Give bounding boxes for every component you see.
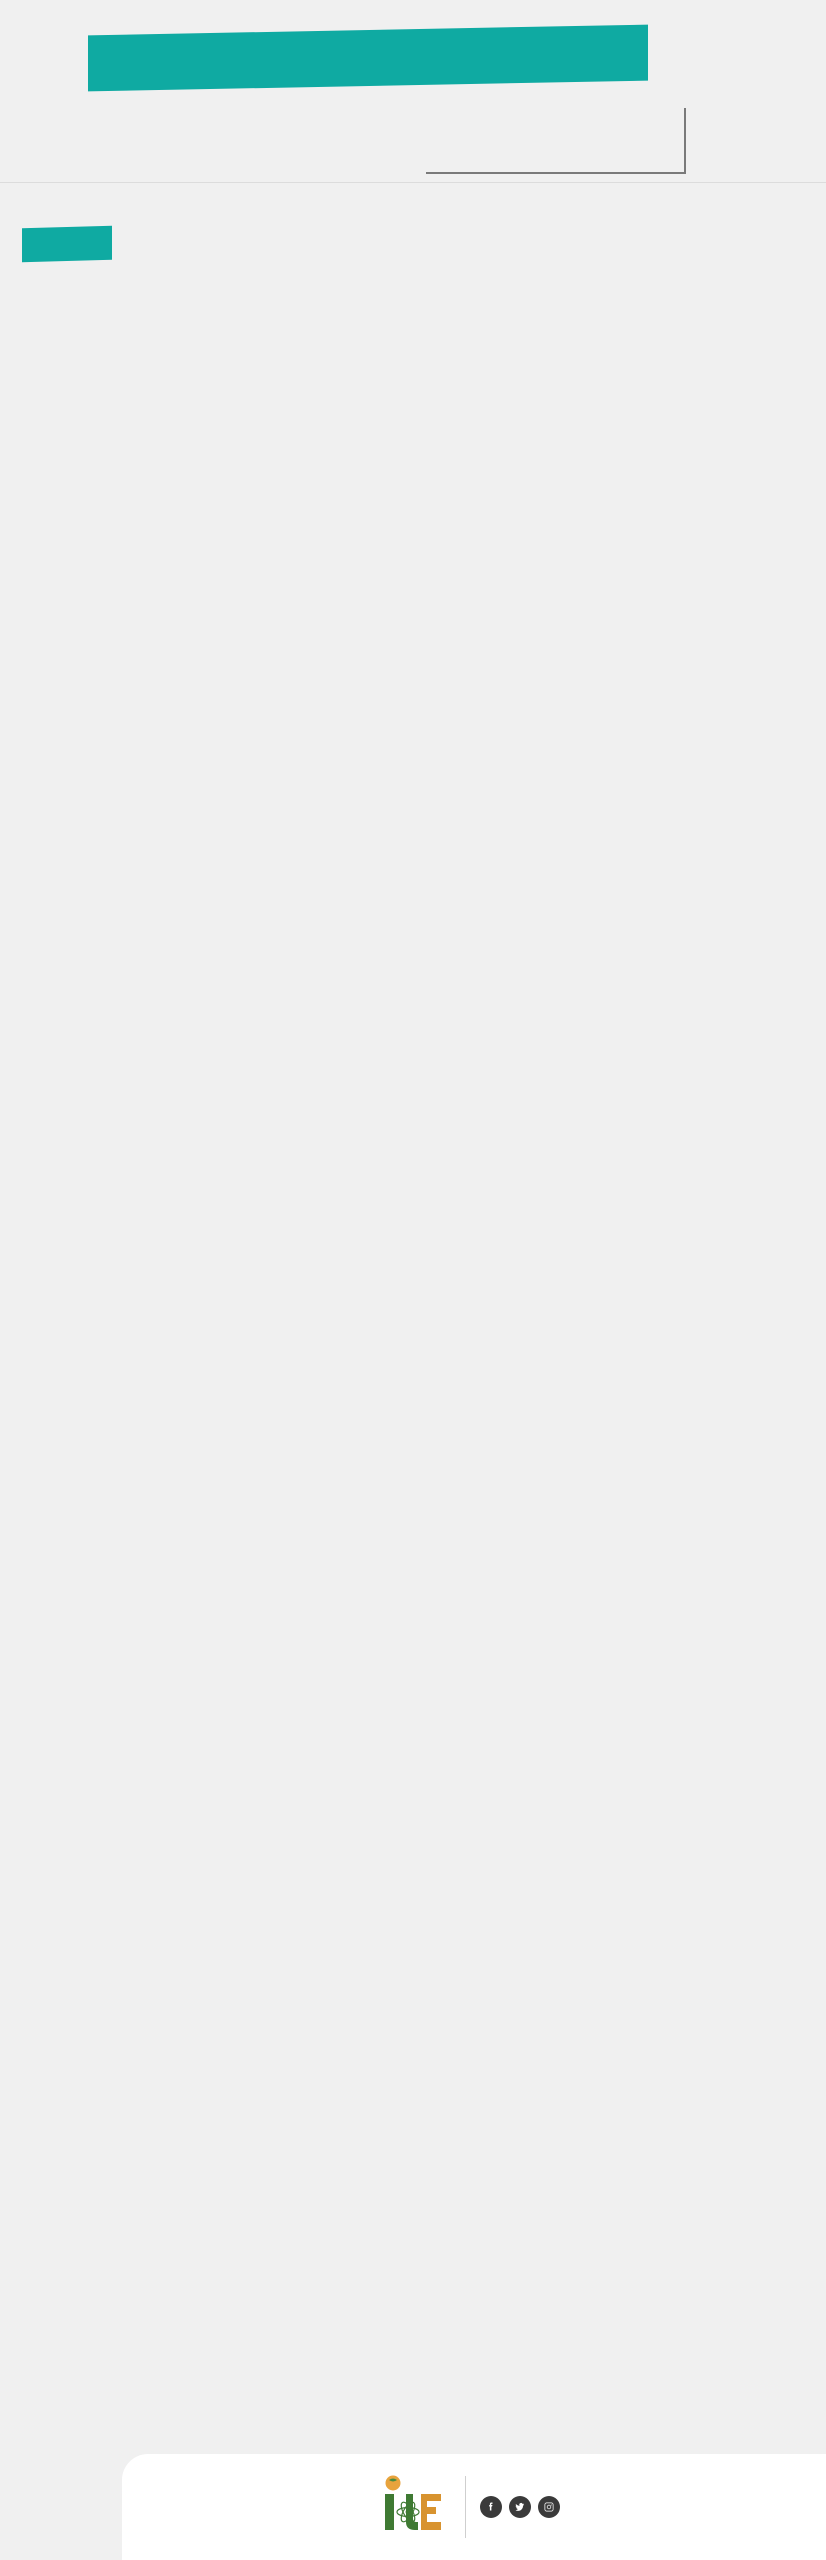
faculty-emails-panel xyxy=(0,164,826,183)
footer-divider xyxy=(465,2476,466,2538)
social-links xyxy=(480,2496,560,2518)
title-highlight xyxy=(0,26,826,92)
page-subtitle xyxy=(22,112,422,138)
title-highlight-bar xyxy=(88,25,648,92)
iue-logo-mark-icon xyxy=(375,2474,447,2540)
facebook-icon[interactable] xyxy=(480,2496,502,2518)
iue-logo xyxy=(375,2474,451,2540)
header-bracket-decoration xyxy=(426,108,686,174)
page-header xyxy=(0,0,826,138)
iue-logo-text-block xyxy=(447,2506,451,2509)
nota-badge xyxy=(22,227,112,261)
nota-badge-text xyxy=(22,225,112,262)
instagram-icon[interactable] xyxy=(538,2496,560,2518)
twitter-icon[interactable] xyxy=(509,2496,531,2518)
page-footer xyxy=(122,2454,826,2560)
nota-section xyxy=(0,209,826,266)
